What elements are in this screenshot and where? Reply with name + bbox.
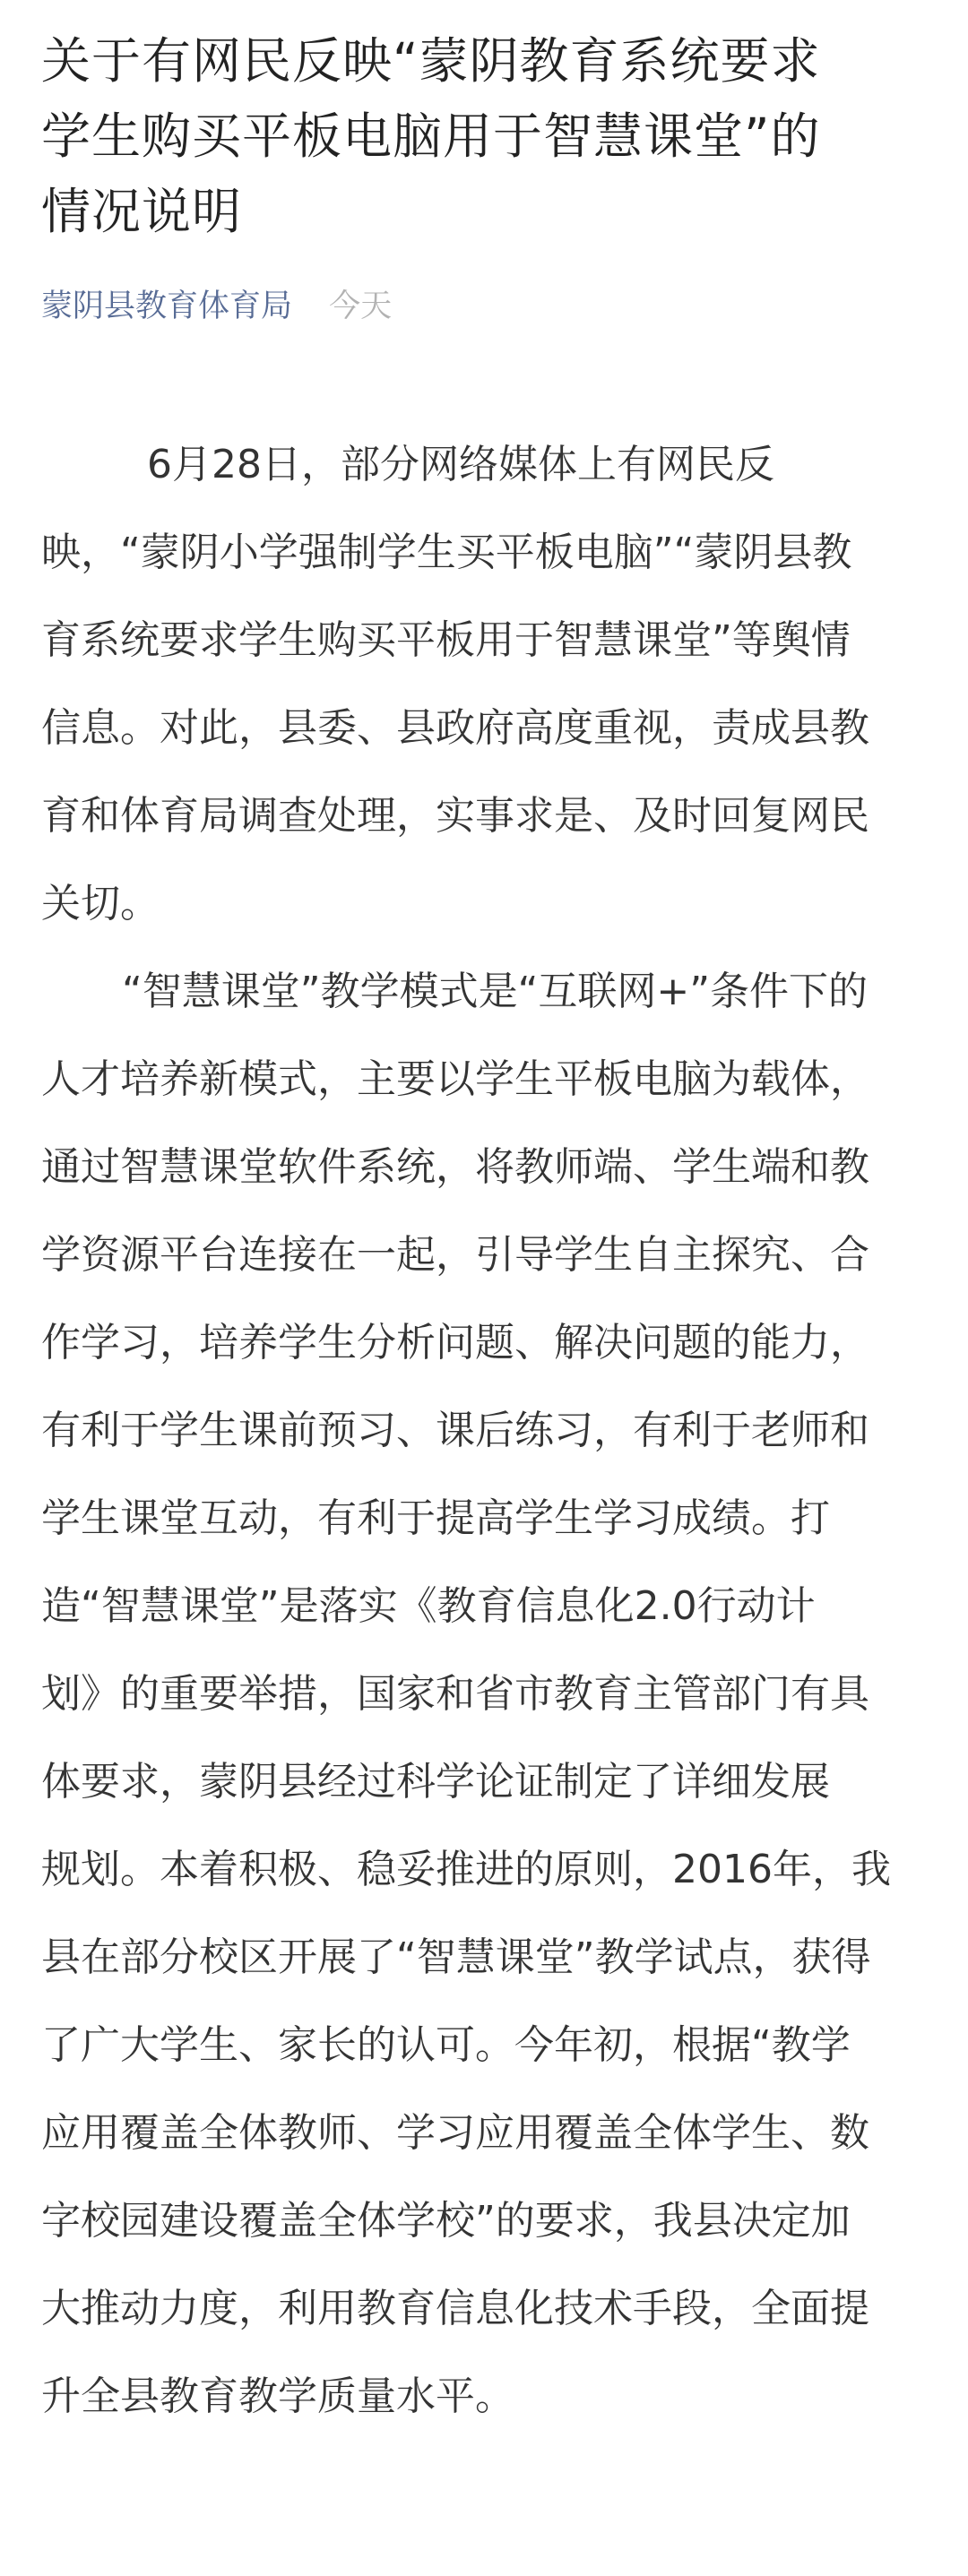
- paragraph-line: 学生课堂互动，有利于提高学生学习成绩。打: [41, 1495, 830, 1541]
- paragraph-line: 学资源平台连接在一起，引导学生自主探究、合: [41, 1232, 869, 1278]
- paragraph-line: “智慧课堂”教学模式是“互联网+”条件下的: [122, 969, 869, 1014]
- title-line: 关于有网民反映“蒙阴教育系统要求: [41, 32, 821, 90]
- paragraph-line: 大推动力度，利用教育信息化技术手段，全面提: [41, 2286, 869, 2331]
- paragraph-line: 育和体育局调查处理，实事求是、及时回复网民: [41, 793, 869, 839]
- paragraph-line: 字校园建设覆盖全体学校”的要求，我县决定加: [41, 2198, 851, 2244]
- paragraph-line: 有利于学生课前预习、课后练习，有利于老师和: [41, 1408, 869, 1453]
- author-link[interactable]: 蒙阴县教育体育局: [41, 289, 293, 324]
- publish-date: 今天: [329, 289, 393, 324]
- paragraph-line: 育系统要求学生购买平板用于智慧课堂”等舆情: [41, 617, 851, 663]
- paragraph-line: 通过智慧课堂软件系统，将教师端、学生端和教: [41, 1144, 869, 1190]
- paragraph: [41, 421, 946, 948]
- article-meta: [41, 280, 392, 333]
- paragraph-line: 体要求，蒙阴县经过科学论证制定了详细发展: [41, 1759, 830, 1805]
- paragraph-line: 关切。: [41, 881, 160, 926]
- paragraph-line: 县在部分校区开展了“智慧课堂”教学试点，获得: [41, 1934, 871, 1980]
- paragraph-line: 升全县教育教学质量水平。: [41, 2374, 514, 2419]
- paragraph-line: 映，“蒙阴小学强制学生买平板电脑”“蒙阴县教: [41, 530, 852, 575]
- paragraph-line: 造“智慧课堂”是落实《教育信息化2.0行动计: [41, 1583, 816, 1629]
- paragraph-line: 了广大学生、家长的认可。今年初，根据“教学: [41, 2022, 851, 2068]
- title-line: 学生购买平板电脑用于智慧课堂”的: [41, 108, 821, 165]
- paragraph-line: 应用覆盖全体教师、学习应用覆盖全体学生、数: [41, 2110, 869, 2156]
- paragraph-line: 作学习，培养学生分析问题、解决问题的能力，: [41, 1320, 869, 1366]
- title-line: 情况说明: [41, 183, 243, 240]
- article-title: [41, 23, 938, 249]
- paragraph-line: 信息。对此，县委、县政府高度重视，责成县教: [41, 705, 869, 751]
- paragraph-line: 划》的重要举措，国家和省市教育主管部门有具: [41, 1671, 869, 1717]
- article-body: [41, 421, 946, 2441]
- paragraph: [41, 948, 946, 2441]
- paragraph-line: 规划。本着积极、稳妥推进的原则，2016年，我: [41, 1847, 891, 1892]
- paragraph-line: 6月28日，部分网络媒体上有网民反: [147, 442, 774, 487]
- paragraph-line: 人才培养新模式，主要以学生平板电脑为载体，: [41, 1056, 869, 1102]
